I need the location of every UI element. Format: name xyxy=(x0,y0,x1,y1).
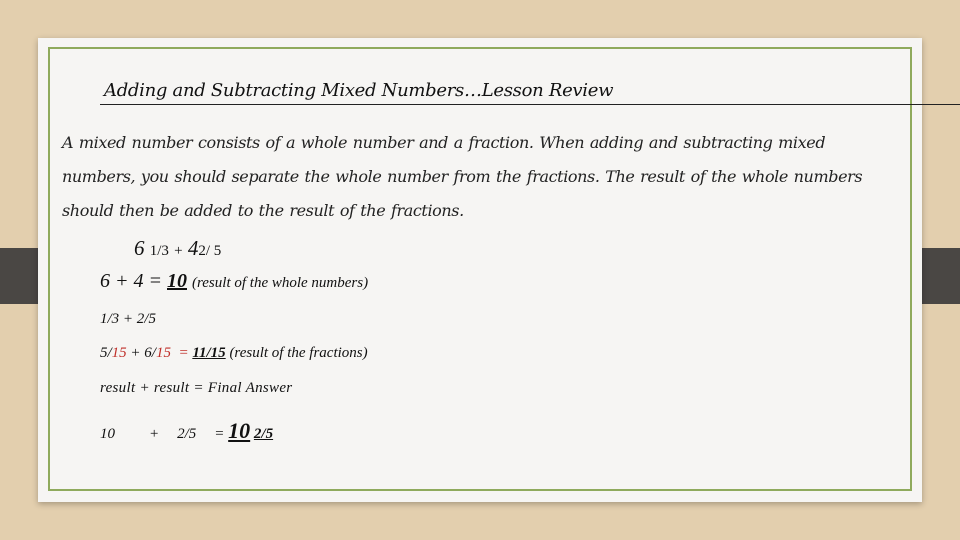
fraction-result: 11/15 xyxy=(192,345,226,361)
whole-expr: 6 + 4 xyxy=(100,270,144,292)
lesson-paragraph: A mixed number consists of a whole number and a fraction. When adding and subtracting mixed numbers, you should separate the whole number from the fractions. The result of the whole numbers should then be added to the result of the fractions. xyxy=(62,133,863,220)
problem-line xyxy=(134,236,221,261)
common-denominator-line xyxy=(100,345,368,362)
equals-sign: = xyxy=(178,345,189,361)
frac-b: 2/ 5 xyxy=(198,243,222,259)
fraction-note: (result of the fractions) xyxy=(229,345,368,361)
whole-result: 10 xyxy=(167,270,187,292)
denominator-2: 15 xyxy=(155,345,171,361)
final-equals: = xyxy=(214,426,225,442)
answer-whole: 10 xyxy=(228,418,251,443)
final-b: 2/5 xyxy=(177,426,197,442)
frac-a: 1/3 xyxy=(149,243,169,259)
numerator-1: 5/ xyxy=(100,345,112,361)
plus-sign: + xyxy=(174,243,183,259)
final-plus: + xyxy=(149,426,160,442)
final-formula-line: result + result = Final Answer xyxy=(100,380,293,396)
answer-frac: 2/5 xyxy=(253,426,274,442)
title-underline xyxy=(100,104,960,105)
final-answer-line xyxy=(100,418,273,444)
plus-numerator-2: + 6/ xyxy=(126,345,156,361)
slide-title: Adding and Subtracting Mixed Numbers…Lesson Review xyxy=(104,80,614,101)
whole-b: 4 xyxy=(187,236,199,260)
whole-note: (result of the whole numbers) xyxy=(192,275,369,291)
whole-a: 6 xyxy=(134,236,145,260)
equals-sign: = xyxy=(148,270,162,292)
denominator-1: 15 xyxy=(111,345,127,361)
fractions-line: 1/3 + 2/5 xyxy=(100,311,156,327)
final-a: 10 xyxy=(100,426,115,442)
whole-numbers-line xyxy=(100,270,368,293)
